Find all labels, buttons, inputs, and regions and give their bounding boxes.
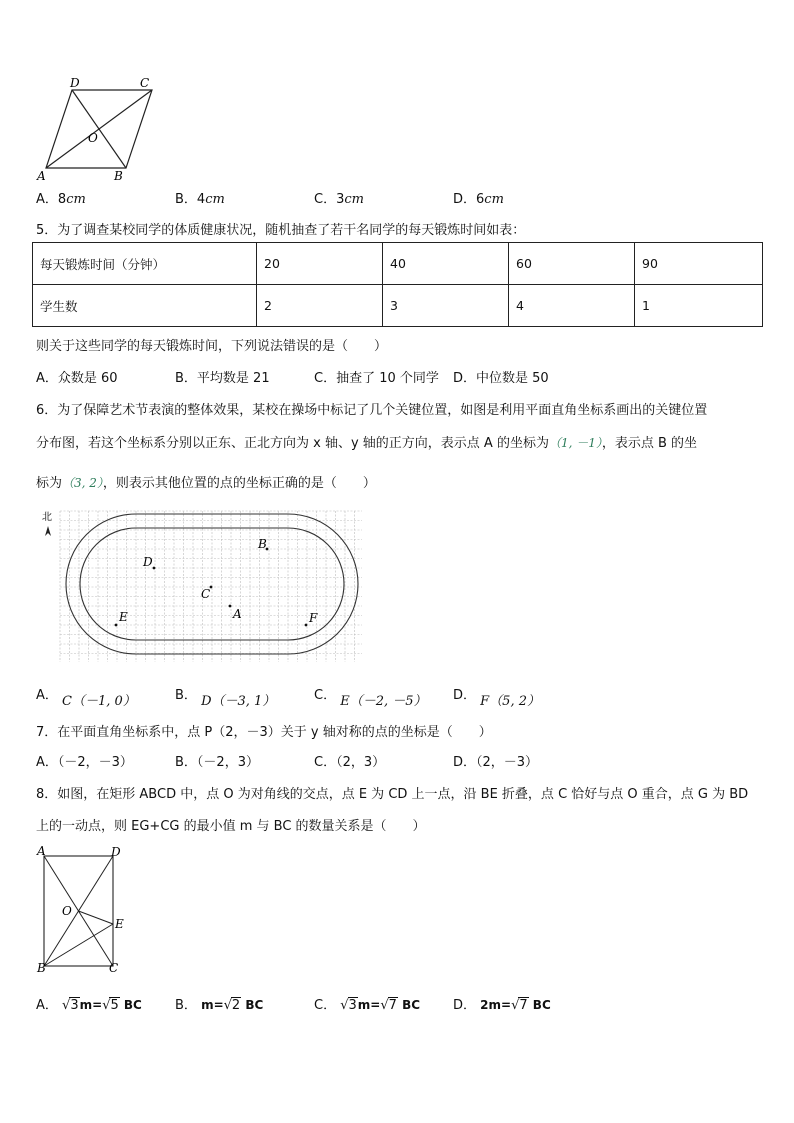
q7-stem: 7．在平面直角坐标系中，点 P（2，－3）关于 y 轴对称的点的坐标是（ ） xyxy=(36,725,492,740)
outer-track xyxy=(66,514,358,654)
q5-option-a[interactable]: A．众数是 60 xyxy=(36,371,118,386)
q5-option-c[interactable]: C．抽查了 10 个同学 xyxy=(314,371,439,386)
sqrt-7: √7 xyxy=(511,998,528,1013)
table-cell: 学生数 xyxy=(33,285,257,327)
table-cell: 每天锻炼时间（分钟） xyxy=(33,243,257,285)
q8-option-d[interactable]: D． 2m=√7 BC xyxy=(453,998,551,1013)
label-A: A xyxy=(37,844,46,858)
q4-option-c[interactable]: C．3cm xyxy=(314,192,364,207)
q4-option-b[interactable]: B．4cm xyxy=(175,192,225,207)
q7-option-a[interactable]: A．（－2，－3） xyxy=(36,755,133,770)
q7-option-d[interactable]: D．（2，－3） xyxy=(453,755,539,770)
q5-stem: 5．为了调查某校同学的体质健康状况，随机抽查了若干名同学的每天锻炼时间如表： xyxy=(36,223,526,238)
q8-rectangle-figure xyxy=(34,844,134,974)
point-F-label: F xyxy=(309,611,318,625)
point-B-label: B xyxy=(258,537,267,551)
table-cell: 3 xyxy=(383,285,509,327)
label-B: B xyxy=(37,961,46,974)
label-B: B xyxy=(114,169,123,182)
sqrt-2: √2 xyxy=(223,998,241,1013)
q6-track-grid-figure xyxy=(40,506,368,666)
point-E-label: E xyxy=(119,610,128,624)
table-cell: 1 xyxy=(635,285,763,327)
table-cell: 40 xyxy=(383,243,509,285)
point-E xyxy=(115,624,118,627)
table-row xyxy=(33,243,763,285)
q6-option-b[interactable]: B． D（－3, 1） xyxy=(175,688,276,709)
label-D: D xyxy=(111,845,121,859)
q8-stem-line2: 上的一动点，则 EG+CG 的最小值 m 与 BC 的数量关系是（ ） xyxy=(36,819,426,834)
segment-oe xyxy=(79,911,114,924)
q4-option-d[interactable]: D．6cm xyxy=(453,192,504,207)
label-D: D xyxy=(70,76,80,90)
q8-stem-line1: 8．如图，在矩形 ABCD 中，点 O 为对角线的交点，点 E 为 CD 上一点，沿 BE 折叠，点 C 恰好与点 O 重合，点 G 为 BD xyxy=(36,787,749,802)
sqrt-7: √7 xyxy=(380,998,397,1013)
q6-stem-line3: 标为（3, 2），则表示其他位置的点的坐标正确的是（ ） xyxy=(36,476,376,491)
q5-question: 则关于这些同学的每天锻炼时间，下列说法错误的是（ ） xyxy=(36,339,388,354)
table-cell: 90 xyxy=(635,243,763,285)
q7-option-c[interactable]: C．（2，3） xyxy=(314,755,386,770)
q6-option-c[interactable]: C． E（－2, －5） xyxy=(314,688,427,709)
table-row xyxy=(33,285,763,327)
q5-option-b[interactable]: B．平均数是 21 xyxy=(175,371,270,386)
q7-option-b[interactable]: B．（－2，3） xyxy=(175,755,259,770)
q6-stem-line1: 6．为了保障艺术节表演的整体效果，某校在操场中标记了几个关键位置，如图是利用平面直角坐标系画出的关键位置 xyxy=(36,403,708,418)
table-cell: 60 xyxy=(509,243,635,285)
point-D-label: D xyxy=(143,555,153,569)
label-O: O xyxy=(62,904,72,918)
label-O: O xyxy=(88,131,98,145)
label-C: C xyxy=(109,961,119,974)
table-cell: 20 xyxy=(257,243,383,285)
q6-stem-line2: 分布图，若这个坐标系分别以正东、正北方向为 x 轴、y 轴的正方向，表示点 A 的坐标为（1, －1），表示点 B 的坐 xyxy=(36,436,698,451)
label-E: E xyxy=(115,917,124,931)
point-D xyxy=(153,567,156,570)
segment-be xyxy=(44,924,113,966)
q5-option-d[interactable]: D．中位数是 50 xyxy=(453,371,549,386)
q8-option-c[interactable]: C． √3m=√7 BC xyxy=(314,998,421,1013)
table-cell: 2 xyxy=(257,285,383,327)
sqrt-3: √3 xyxy=(62,998,79,1013)
q4-option-a[interactable]: A．8cm xyxy=(36,192,86,207)
table-cell: 4 xyxy=(509,285,635,327)
north-arrow-icon xyxy=(45,526,51,536)
q6-option-d[interactable]: D． F（5, 2） xyxy=(453,688,540,709)
point-F xyxy=(305,624,308,627)
point-C-label: C xyxy=(201,587,211,601)
diagonal-bd xyxy=(72,90,126,168)
north-label: 北 xyxy=(42,512,52,523)
label-A: A xyxy=(37,169,46,182)
q8-option-b[interactable]: B． m=√2 BC xyxy=(175,998,264,1013)
q6-option-a[interactable]: A． C（－1, 0） xyxy=(36,688,136,709)
q5-exercise-table xyxy=(32,242,763,327)
label-C: C xyxy=(140,76,150,90)
q8-option-a[interactable]: A． √3m=√5 BC xyxy=(36,998,142,1013)
point-A-label: A xyxy=(233,607,242,621)
point-A xyxy=(229,605,232,608)
sqrt-5: √5 xyxy=(102,998,119,1013)
sqrt-3: √3 xyxy=(340,998,357,1013)
q4-parallelogram-figure xyxy=(36,72,166,182)
